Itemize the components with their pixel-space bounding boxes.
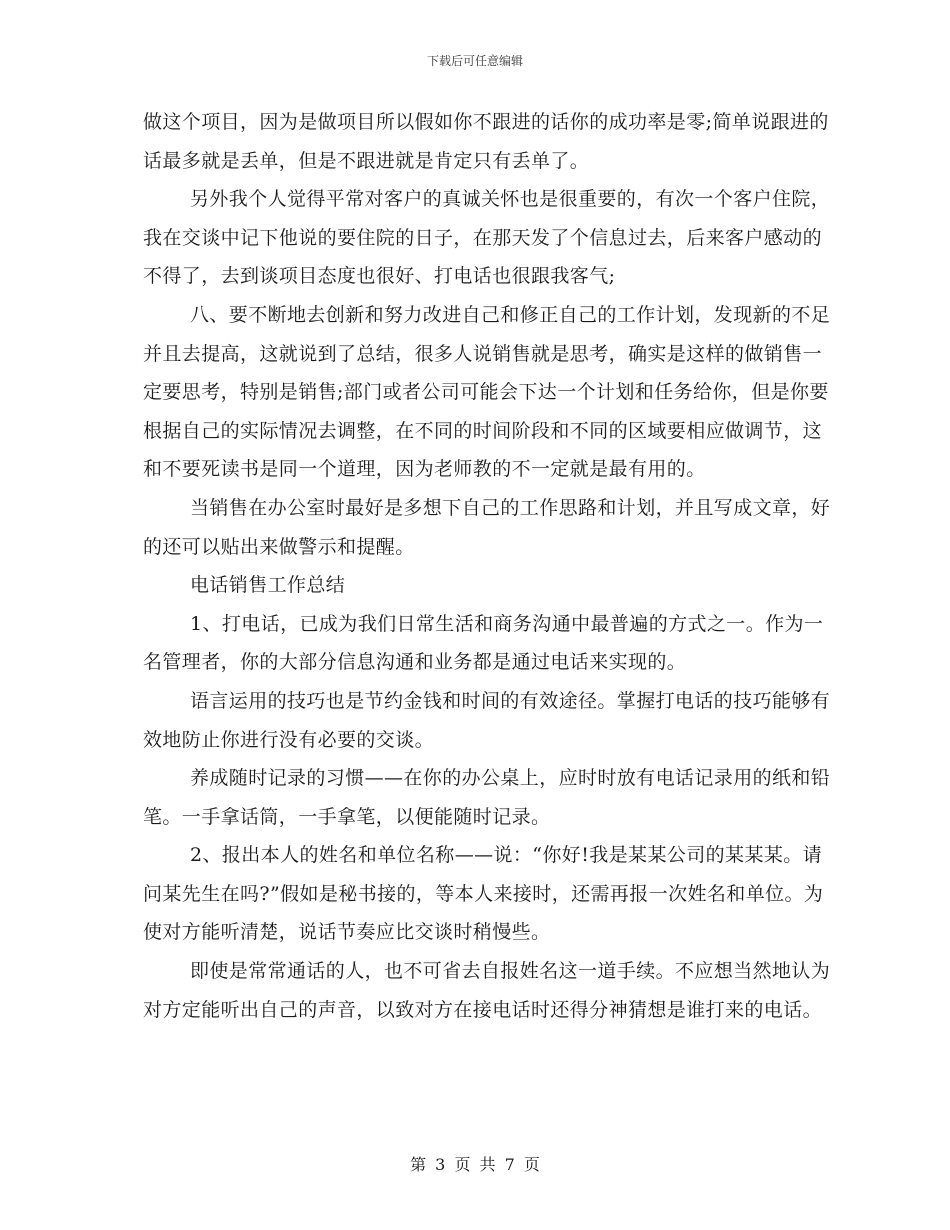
page-number: 第 3 页 共 7 页	[410, 1155, 540, 1174]
section-heading: 电话销售工作总结	[190, 574, 346, 597]
paragraph: 即使是常常通话的人，也不可省去自报姓名这一道手续。不应想当然地认为对方定能听出自己的声音，以致对方在接电话时还得分神猜想是谁打来的电话。	[143, 960, 831, 1021]
paragraph: 语言运用的技巧也是节约金钱和时间的有效途径。掌握打电话的技巧能够有效地防止你进行没有必要的交谈。	[143, 689, 831, 751]
page-header-note: 下载后可任意编辑	[426, 54, 523, 68]
paragraph: 养成随时记录的习惯——在你的办公桌上，应时时放有电话记录用的纸和铅笔。一手拿话筒，一手拿笔，以便能随时记录。	[143, 767, 831, 828]
document-body	[143, 103, 833, 1029]
paragraph: 1、打电话，已成为我们日常生活和商务沟通中最普遍的方式之一。作为一名管理者，你的大部分信息沟通和业务都是通过电话来实现的。	[143, 612, 824, 674]
paragraph: 做这个项目，因为是做项目所以假如你不跟进的话你的成功率是零;简单说跟进的话最多就是丢单，但是不跟进就是肯定只有丢单了。	[143, 111, 829, 172]
paragraph: 另外我个人觉得平常对客户的真诚关怀也是很重要的，有次一个客户住院，我在交谈中记下他说的要住院的日子，在那天发了个信息过去，后来客户感动的不得了，去到谈项目态度也很好、打电话也很跟我客气;	[143, 188, 831, 288]
paragraph: 八、要不断地去创新和努力改进自己和修正自己的工作计划，发现新的不足并且去提高，这就说到了总结，很多人说销售就是思考，确实是这样的做销售一定要思考，特别是销售;部门或者公司可能会下达一个计划和任务给你，但是你要根据自己的实际情况去调整，在不同的时间阶段和不同的区域要相应做调节，这和不要死读书是同一个道理，因为老师教的不一定就是最有用的。	[143, 303, 831, 481]
paragraph: 当销售在办公室时最好是多想下自己的工作思路和计划，并且写成文章，好的还可以贴出来做警示和提醒。	[143, 496, 831, 558]
paragraph: 2、报出本人的姓名和单位名称——说：“你好!我是某某公司的某某某。请问某先生在吗?”假如是秘书接的，等本人来接时，还需再报一次姓名和单位。为使对方能听清楚，说话节奏应比交谈时稍慢些。	[143, 844, 824, 944]
